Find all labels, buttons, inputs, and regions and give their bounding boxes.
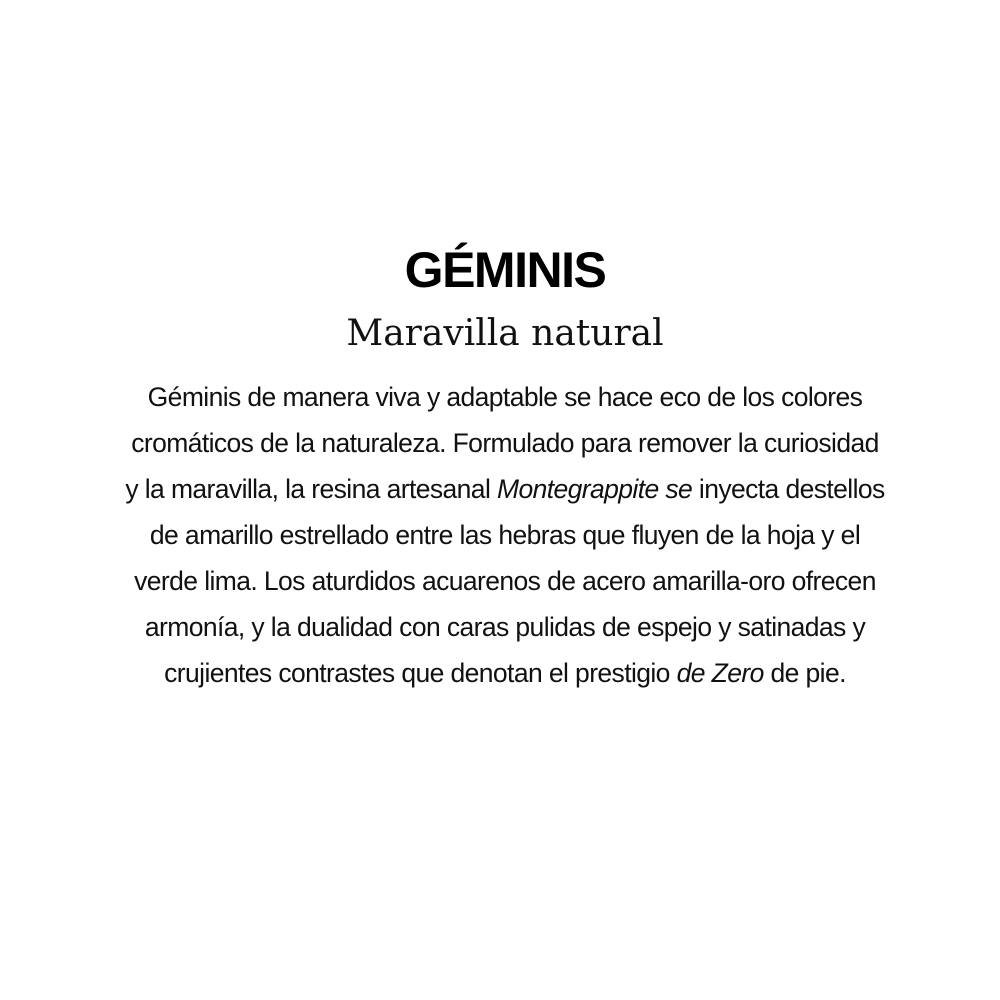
line-text: de pie. — [763, 658, 846, 688]
body-paragraph — [30, 374, 980, 696]
line-text: cromáticos de la naturaleza. Formulado para remover la curiosidad — [131, 428, 879, 458]
italic-brand-text: de Zero — [676, 658, 764, 688]
page-title: GÉMINIS — [404, 242, 606, 298]
paragraph-line — [30, 604, 980, 650]
paragraph-line — [30, 374, 980, 420]
line-text: inyecta destellos — [692, 474, 885, 504]
line-text: y la maravilla, la resina artesanal — [125, 474, 497, 504]
paragraph-line — [30, 558, 980, 604]
paragraph-line — [30, 466, 980, 512]
paragraph-line — [30, 512, 980, 558]
line-text: armonía, y la dualidad con caras pulidas de espejo y satinadas y — [144, 612, 866, 642]
document-content — [30, 242, 980, 696]
italic-brand-text: Montegrappite se — [497, 474, 693, 504]
page-subtitle: Maravilla natural — [346, 313, 664, 354]
line-text: Géminis de manera viva y adaptable se hace eco de los colores — [147, 382, 863, 412]
paragraph-line — [30, 420, 980, 466]
line-text: verde lima. Los aturdidos acuarenos de acero amarilla-oro ofrecen — [134, 566, 876, 596]
paragraph-line — [30, 650, 980, 696]
line-text: de amarillo estrellado entre las hebras que fluyen de la hoja y el — [149, 520, 861, 550]
line-text: crujientes contrastes que denotan el prestigio — [164, 658, 677, 688]
